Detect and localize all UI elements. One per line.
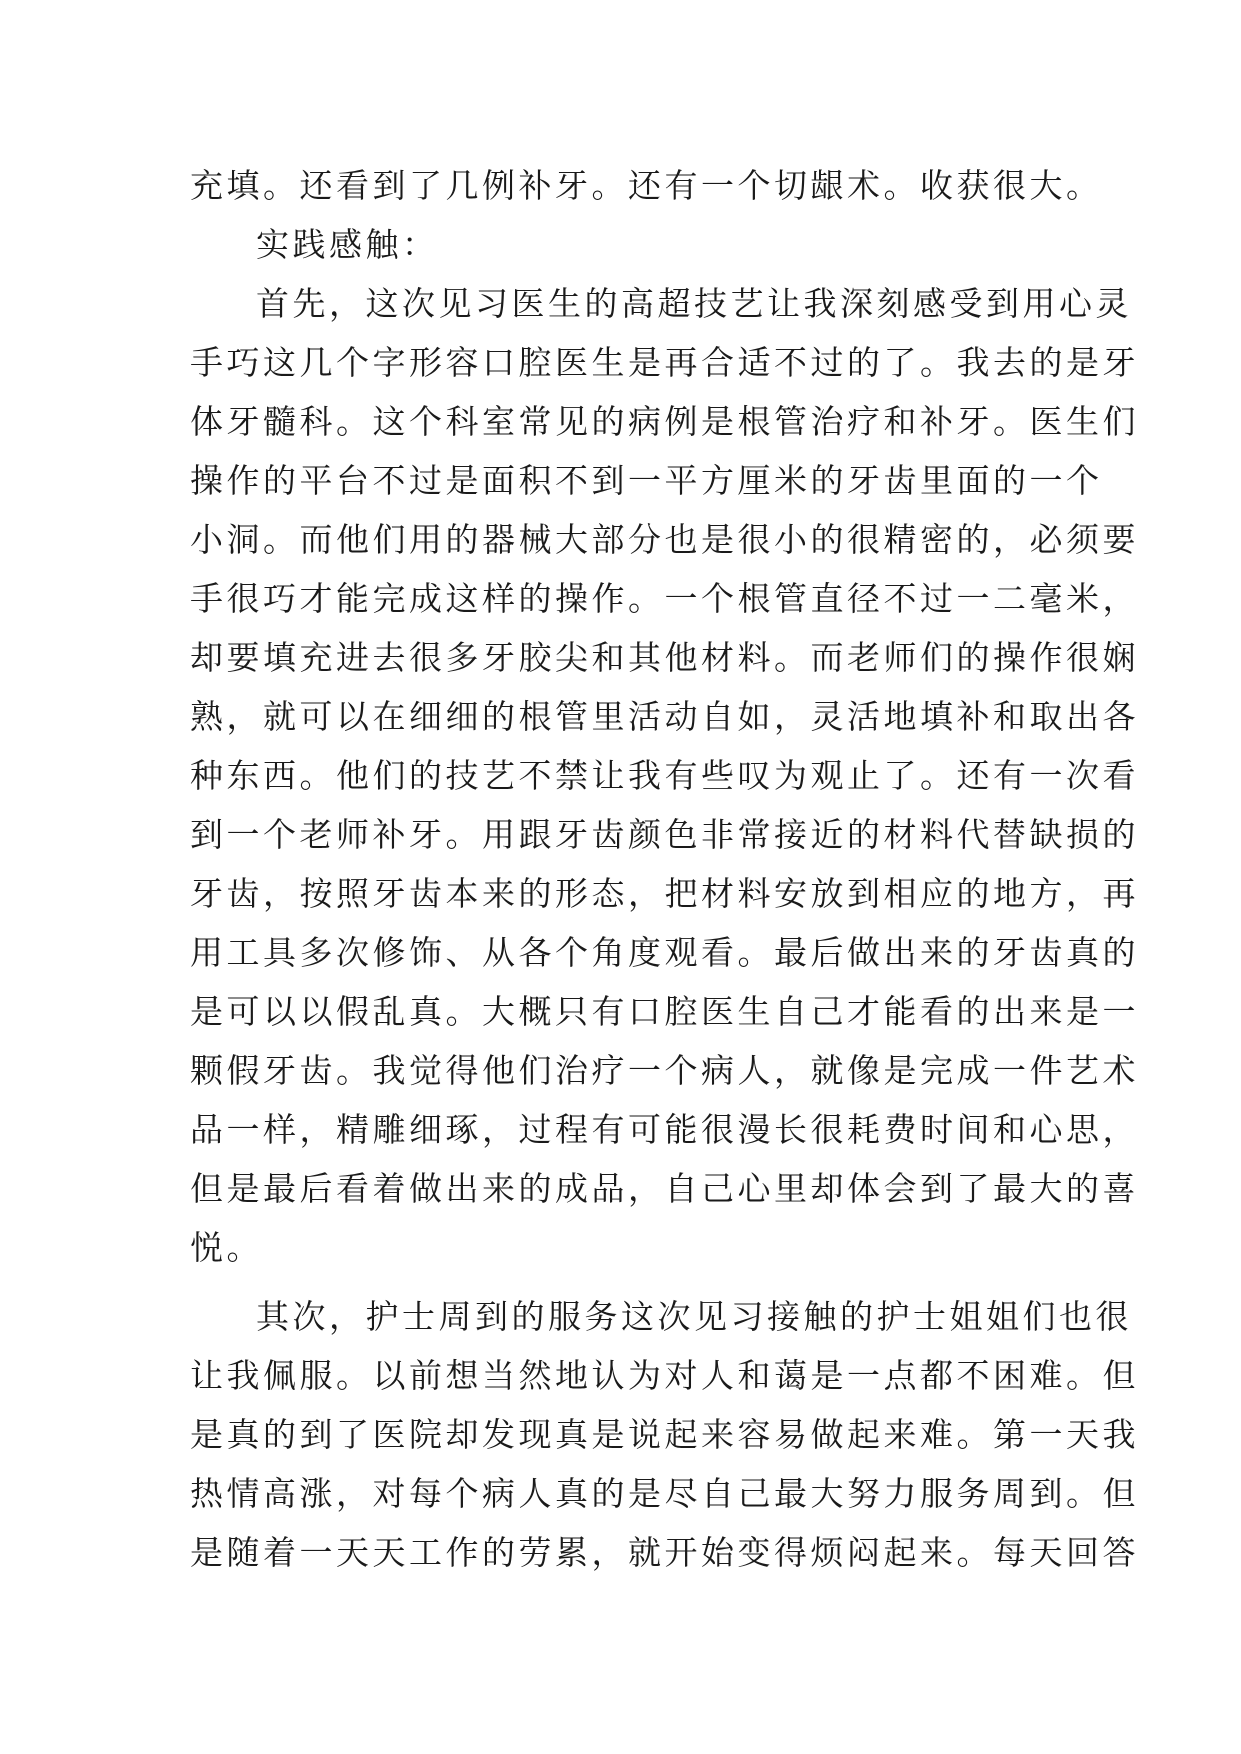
paragraph-gap: [190, 1277, 1050, 1287]
text-line: 手巧这几个字形容口腔医生是再合适不过的了。我去的是牙: [190, 343, 1139, 382]
text-line: 实践感触：: [256, 225, 439, 264]
text-line: 却要填充进去很多牙胶尖和其他材料。而老师们的操作很娴: [190, 638, 1139, 677]
text-line: 让我佩服。以前想当然地认为对人和蔼是一点都不困难。但: [190, 1356, 1139, 1395]
text-line: 是随着一天天工作的劳累，就开始变得烦闷起来。每天回答: [190, 1533, 1139, 1572]
text-line: 体牙髓科。这个科室常见的病例是根管治疗和补牙。医生们: [190, 402, 1139, 441]
text-line: 用工具多次修饰、从各个角度观看。最后做出来的牙齿真的: [190, 933, 1139, 972]
text-line: 首先，这次见习医生的高超技艺让我深刻感受到用心灵: [256, 284, 1132, 323]
text-line: 品一样，精雕细琢，过程有可能很漫长很耗费时间和心思，: [190, 1110, 1139, 1149]
text-line: 牙齿，按照牙齿本来的形态，把材料安放到相应的地方，再: [190, 874, 1139, 913]
document-body: [190, 156, 1139, 1582]
text-line: 操作的平台不过是面积不到一平方厘米的牙齿里面的一个: [190, 461, 1103, 500]
text-line: 是真的到了医院却发现真是说起来容易做起来难。第一天我: [190, 1415, 1139, 1454]
text-line: 手很巧才能完成这样的操作。一个根管直径不过一二毫米，: [190, 579, 1139, 618]
text-line: 熟，就可以在细细的根管里活动自如，灵活地填补和取出各: [190, 697, 1139, 736]
text-line: 充填。还看到了几例补牙。还有一个切龈术。收获很大。: [190, 166, 1103, 205]
text-line: 种东西。他们的技艺不禁让我有些叹为观止了。还有一次看: [190, 756, 1139, 795]
text-line: 热情高涨，对每个病人真的是尽自己最大努力服务周到。但: [190, 1474, 1139, 1513]
text-line: 到一个老师补牙。用跟牙齿颜色非常接近的材料代替缺损的: [190, 815, 1139, 854]
text-line: 是可以以假乱真。大概只有口腔医生自己才能看的出来是一: [190, 992, 1139, 1031]
text-line: 但是最后看着做出来的成品，自己心里却体会到了最大的喜: [190, 1169, 1139, 1208]
text-line: 颗假牙齿。我觉得他们治疗一个病人，就像是完成一件艺术: [190, 1051, 1139, 1090]
text-line: 悦。: [190, 1228, 263, 1267]
text-line: 小洞。而他们用的器械大部分也是很小的很精密的，必须要: [190, 520, 1139, 559]
text-line: 其次，护士周到的服务这次见习接触的护士姐姐们也很: [256, 1297, 1132, 1336]
